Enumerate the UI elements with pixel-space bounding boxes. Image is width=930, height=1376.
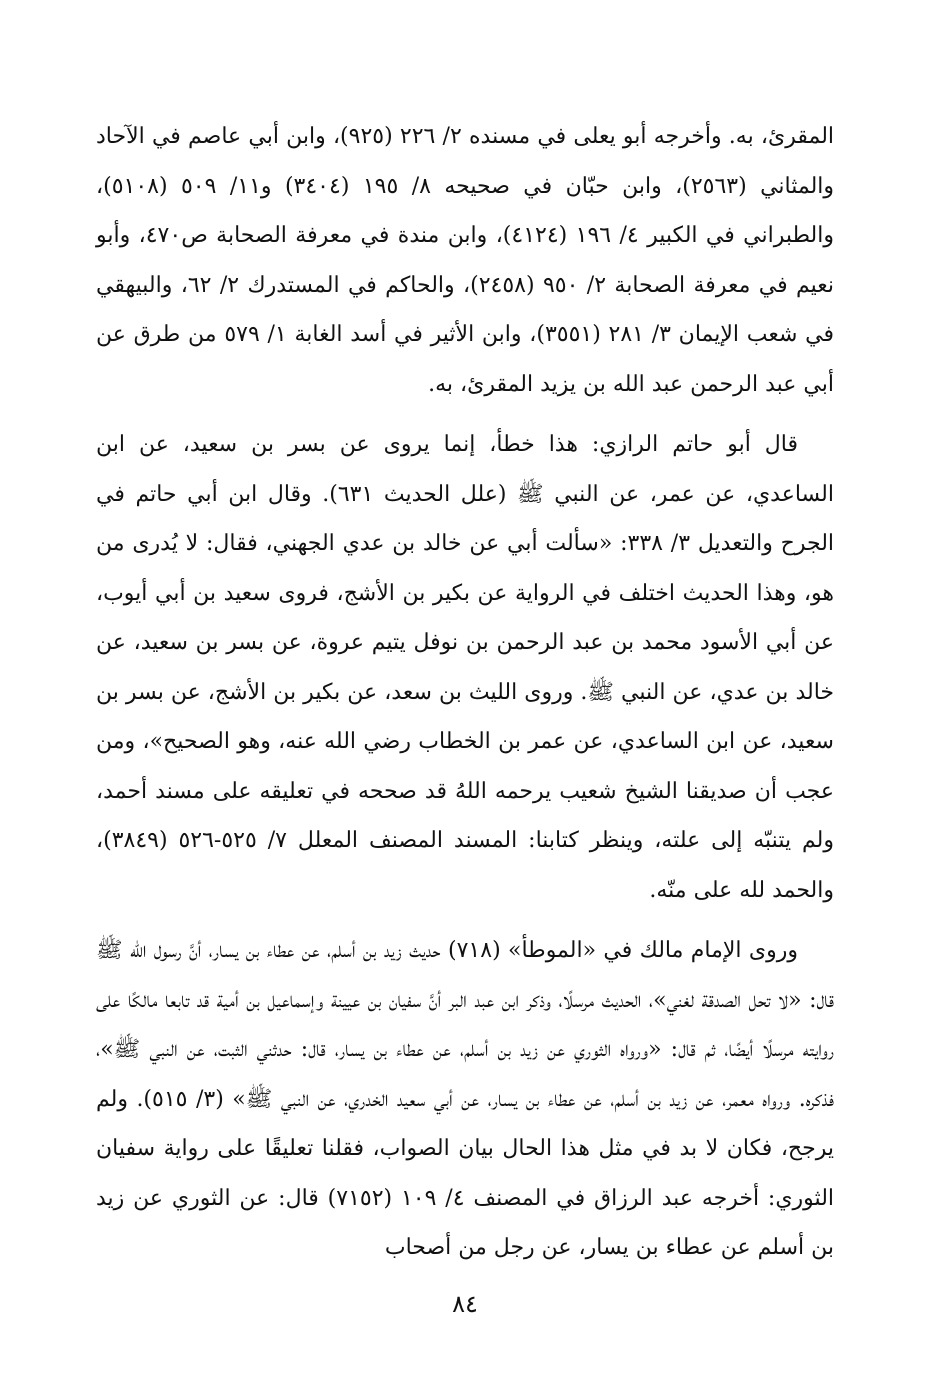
page-body: [96, 112, 834, 1273]
paragraph-2: قال أبو حاتم الرازي: هذا خطأ، إنما يروى عن بسر بن سعيد، عن ابن الساعدي، عن عمر، عن النبي ﷺ (علل الحديث ٦٣١). وقال ابن أبي حاتم في الجرح والتعديل ٣/ ٣٣٨: «سألت أبي عن خالد بن عدي الجهني، فقال: لا يُدرى من هو، وهذا الحديث اختلف في الرواية عن بكير بن الأشج، فروى سعيد بن أبي أيوب، عن أبي الأسود محمد بن عبد الرحمن بن نوفل يتيم عروة، عن بسر بن سعيد، عن خالد بن عدي، عن النبي ﷺ. وروى الليث بن سعد، عن بكير بن الأشج، عن بسر بن سعيد، عن ابن الساعدي، عن عمر بن الخطاب رضي الله عنه، وهو الصحيح»، ومن عجب أن صديقنا الشيخ شعيب يرحمه اللهُ قد صححه في تعليقه على مسند أحمد، ولم يتنبّه إلى علته، وينظر كتابنا: المسند المصنف المعلل ٧/ ٥٢٥-٥٢٦ (٣٨٤٩)، والحمد لله على منّه.: [96, 432, 835, 903]
paragraph-1: المقرئ، به. وأخرجه أبو يعلى في مسنده ٢/ ٢٢٦ (٩٢٥)، وابن أبي عاصم في الآحاد والمثاني (٢٥٦٣)، وابن حبّان في صحيحه ٨/ ١٩٥ (٣٤٠٤) و١١/ ٥٠٩ (٥١٠٨)، والطبراني في الكبير ٤/ ١٩٦ (٤١٢٤)، وابن مندة في معرفة الصحابة ص٤٧٠، وأبو نعيم في معرفة الصحابة ٢/ ٩٥٠ (٢٤٥٨)، والحاكم في المستدرك ٢/ ٦٢، والبيهقي في شعب الإيمان ٣/ ٢٨١ (٣٥٥١)، وابن الأثير في أسد الغابة ١/ ٥٧٩ من طرق عن أبي عبد الرحمن عبد الله بن يزيد المقرئ، به.: [96, 124, 835, 397]
page-number: ٨٤: [452, 1290, 478, 1318]
paragraph-3: وروى الإمام مالك في «الموطأ» (٧١٨) حديث زيد بن أسلم، عن عطاء بن يسار، أنَّ رسول الله ﷺ قال: «لا تحل الصدقة لغني»، الحديث مرسلًا، وذكر ابن عبد البر أنَّ سفيان بن عيينة وإسماعيل بن أمية قد تابعا مالكًا على روايته مرسلًا أيضًا، ثم قال: «ورواه الثوري عن زيد بن أسلم، عن عطاء بن يسار، قال: حدثني الثبت، عن النبي ﷺ»، فذكره. ورواه معمر، عن زيد بن أسلم، عن عطاء بن يسار، عن أبي سعيد الخدري، عن النبي ﷺ» (٣/ ٥١٥). ولم يرجح، فكان لا بد في مثل هذا الحال بيان الصواب، فقلنا تعليقًا على رواية سفيان الثوري: أخرجه عبد الرزاق في المصنف ٤/ ١٠٩ (٧١٥٢) قال: عن الثوري عن زيد بن أسلم عن عطاء بن يسار، عن رجل من أصحاب: [96, 938, 835, 1260]
